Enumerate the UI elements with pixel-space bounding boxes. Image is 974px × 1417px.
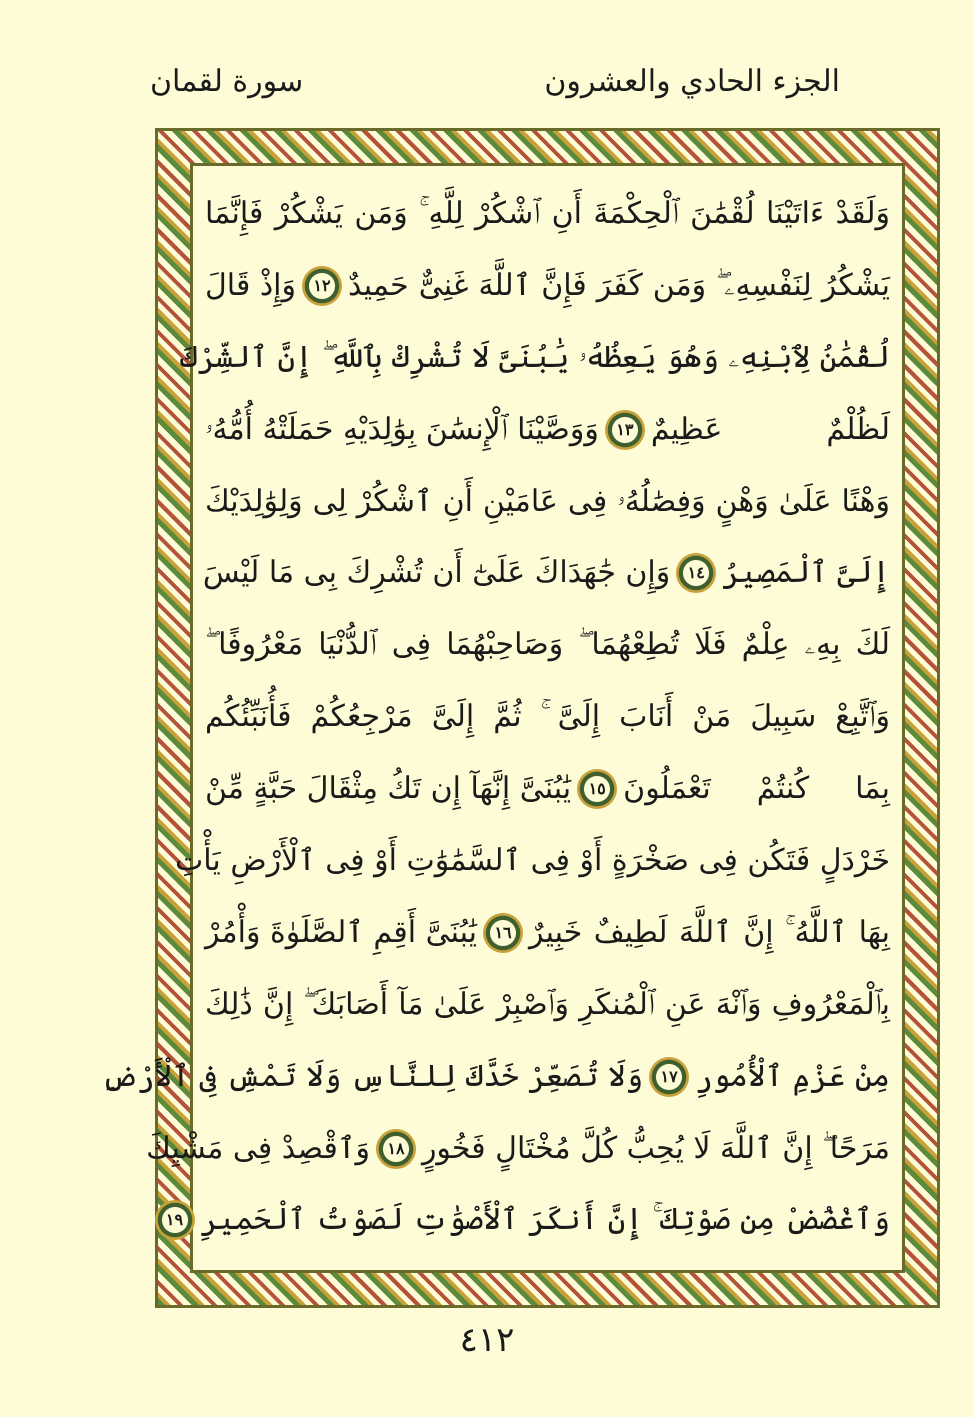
verse-text: مَرَحًا ۖ إِنَّ ٱللَّهَ لَا يُحِبُّ كُلَّ مُخْتَالٍ فَخُورٍ [421, 1130, 890, 1166]
ayah-number-marker: ١٤ [676, 553, 716, 593]
ayah-number-marker: ١٢ [302, 266, 342, 306]
verse-text: خَرْدَلٍ فَتَكُن فِى صَخْرَةٍ أَوْ فِى ٱلسَّمَٰوَٰتِ أَوْ فِى ٱلْأَرْضِ يَأْتِ [175, 842, 890, 878]
verse-text: وَٱتَّبِعْ سَبِيلَ مَنْ أَنَابَ إِلَىَّ ۚ ثُمَّ إِلَىَّ مَرْجِعُكُمْ فَأُنَبِّئُكُم [205, 699, 890, 735]
verse-text: بِهَا ٱللَّهُ ۚ إِنَّ ٱللَّهَ لَطِيفٌ خَبِيرٌ [529, 914, 890, 950]
verse-text: إِلَىَّ ٱلْمَصِيرُ [722, 555, 890, 591]
ayah-number-marker: ١٩ [155, 1200, 195, 1240]
verse-text: وَلَا تُصَعِّرْ خَدَّكَ لِلنَّاسِ وَلَا تَمْشِ فِى ٱلْأَرْضِ [101, 1058, 644, 1094]
verse-text: يَشْكُرُ لِنَفْسِهِۦ ۖ وَمَن كَفَرَ فَإِنَّ ٱللَّهَ غَنِىٌّ حَمِيدٌ [348, 267, 890, 303]
text-line [205, 969, 890, 1041]
verse-text: وَلَقَدْ ءَاتَيْنَا لُقْمَٰنَ ٱلْحِكْمَةَ أَنِ ٱشْكُرْ لِلَّهِ ۚ وَمَن يَشْكُرْ فَإِنَّمَا [205, 195, 890, 231]
verse-text: وَهْنًا عَلَىٰ وَهْنٍ وَفِصَٰلُهُۥ فِى عَامَيْنِ أَنِ ٱشْكُرْ لِى وَلِوَٰلِدَيْكَ [205, 483, 890, 519]
ayah-number-marker: ١٧ [649, 1057, 689, 1097]
verse-text: وَٱقْصِدْ فِى مَشْيِكَ [146, 1130, 370, 1166]
juz-title: الجزء الحادي والعشرون [544, 63, 840, 99]
text-line [205, 609, 890, 681]
verse-text: لَظُلْمٌ عَظِيمٌ [650, 411, 890, 447]
text-line [205, 897, 890, 969]
text-line [180, 322, 890, 394]
text-line [205, 681, 890, 753]
verse-text: وَٱغْضُضْ مِن صَوْتِكَ ۚ إِنَّ أَنكَرَ ٱلْأَصْوَٰتِ لَصَوْتُ ٱلْحَمِيرِ [200, 1202, 890, 1238]
verse-text: لُقْمَٰنُ لِٱبْنِهِۦ وَهُوَ يَعِظُهُۥ يَٰبُنَىَّ لَا تُشْرِكْ بِٱللَّهِ ۖ إِنَّ ٱلشِّرْكَ [180, 339, 890, 375]
text-line [205, 250, 890, 322]
page-number: ٤١٢ [459, 1320, 515, 1360]
verse-text: وَإِن جَٰهَدَاكَ عَلَىٰٓ أَن تُشْرِكَ بِى مَا لَيْسَ [202, 555, 671, 591]
text-line [205, 753, 890, 825]
text-line [146, 1113, 890, 1185]
quran-text [101, 178, 890, 1258]
text-line [101, 1041, 890, 1113]
ayah-number-marker: ١٨ [376, 1129, 416, 1169]
verse-text: بِمَا كُنتُمْ تَعْمَلُونَ [623, 771, 890, 807]
text-line [202, 537, 890, 609]
ayah-number-marker: ١٣ [605, 410, 645, 450]
verse-text: بِٱلْمَعْرُوفِ وَٱنْهَ عَنِ ٱلْمُنكَرِ وَٱصْبِرْ عَلَىٰ مَآ أَصَابَكَ ۖ إِنَّ ذَٰلِكَ [205, 986, 890, 1022]
verse-text: لَكَ بِهِۦ عِلْمٌ فَلَا تُطِعْهُمَا ۖ وَصَاحِبْهُمَا فِى ٱلدُّنْيَا مَعْرُوفًا ۖ [205, 627, 890, 663]
text-line [205, 466, 890, 538]
text-line [205, 178, 890, 250]
surah-title: سورة لقمان [150, 63, 304, 99]
ayah-number-marker: ١٥ [577, 769, 617, 809]
ayah-number-marker: ١٦ [483, 913, 523, 953]
verse-text: يَٰبُنَىَّ إِنَّهَآ إِن تَكُ مِثْقَالَ حَبَّةٍ مِّنْ [205, 771, 572, 807]
verse-text: يَٰبُنَىَّ أَقِمِ ٱلصَّلَوٰةَ وَأْمُرْ [205, 914, 478, 950]
text-line [165, 1184, 890, 1256]
verse-text: مِنْ عَزْمِ ٱلْأُمُورِ [695, 1058, 890, 1094]
verse-text: وَإِذْ قَالَ [205, 267, 296, 303]
page-header [150, 56, 840, 106]
text-line [205, 394, 890, 466]
verse-text: وَوَصَّيْنَا ٱلْإِنسَٰنَ بِوَٰلِدَيْهِ حَمَلَتْهُ أُمُّهُۥ [205, 411, 599, 447]
text-line [175, 825, 890, 897]
